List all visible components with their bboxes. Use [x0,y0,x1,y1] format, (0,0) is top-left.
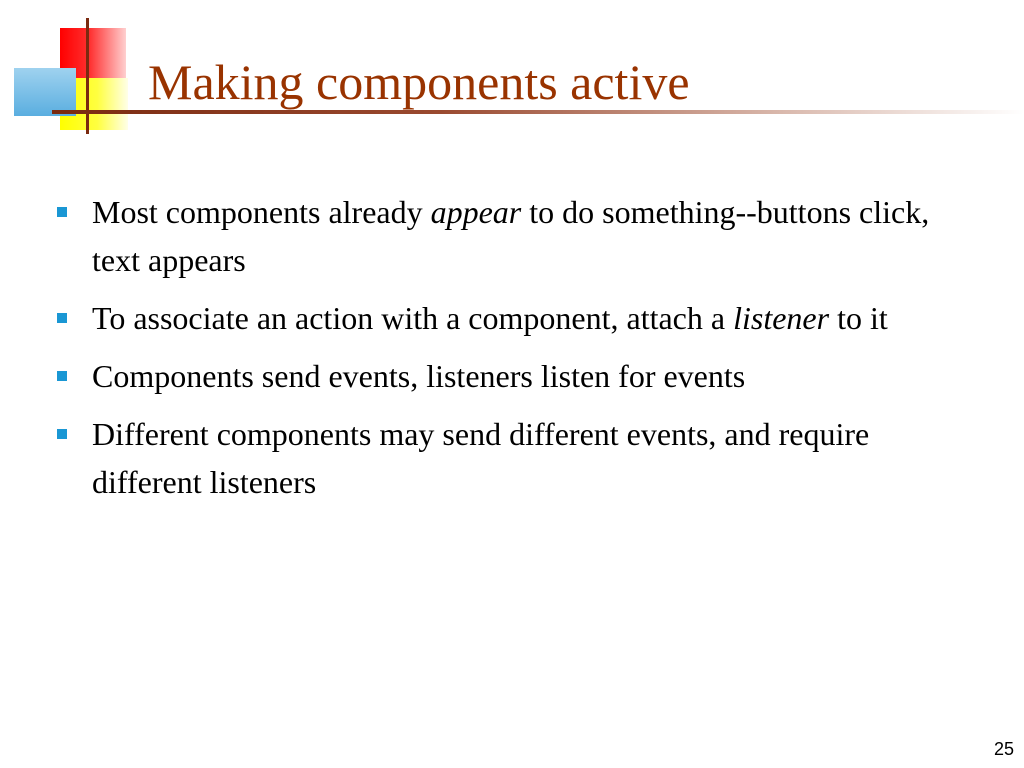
bullet-text: To associate an action with a component, attach a listener to it [92,300,888,336]
bullet-marker-icon [57,207,67,217]
blue-square [14,68,76,116]
slide-title: Making components active [148,54,690,110]
bullet-item [56,410,956,506]
bullet-text: Most components already appear to do something--buttons click, text appears [92,194,930,278]
vertical-rule [86,18,89,134]
bullet-item [56,188,956,284]
bullet-marker-icon [57,429,67,439]
bullet-item [56,294,956,342]
decorative-logo-squares [0,0,150,140]
bullet-list [56,188,956,516]
bullet-marker-icon [57,371,67,381]
bullet-marker-icon [57,313,67,323]
bullet-item [56,352,956,400]
bullet-text: Components send events, listeners listen for events [92,358,746,394]
bullet-text: Different components may send different events, and require different listeners [92,416,870,500]
page-number: 25 [993,739,1014,759]
